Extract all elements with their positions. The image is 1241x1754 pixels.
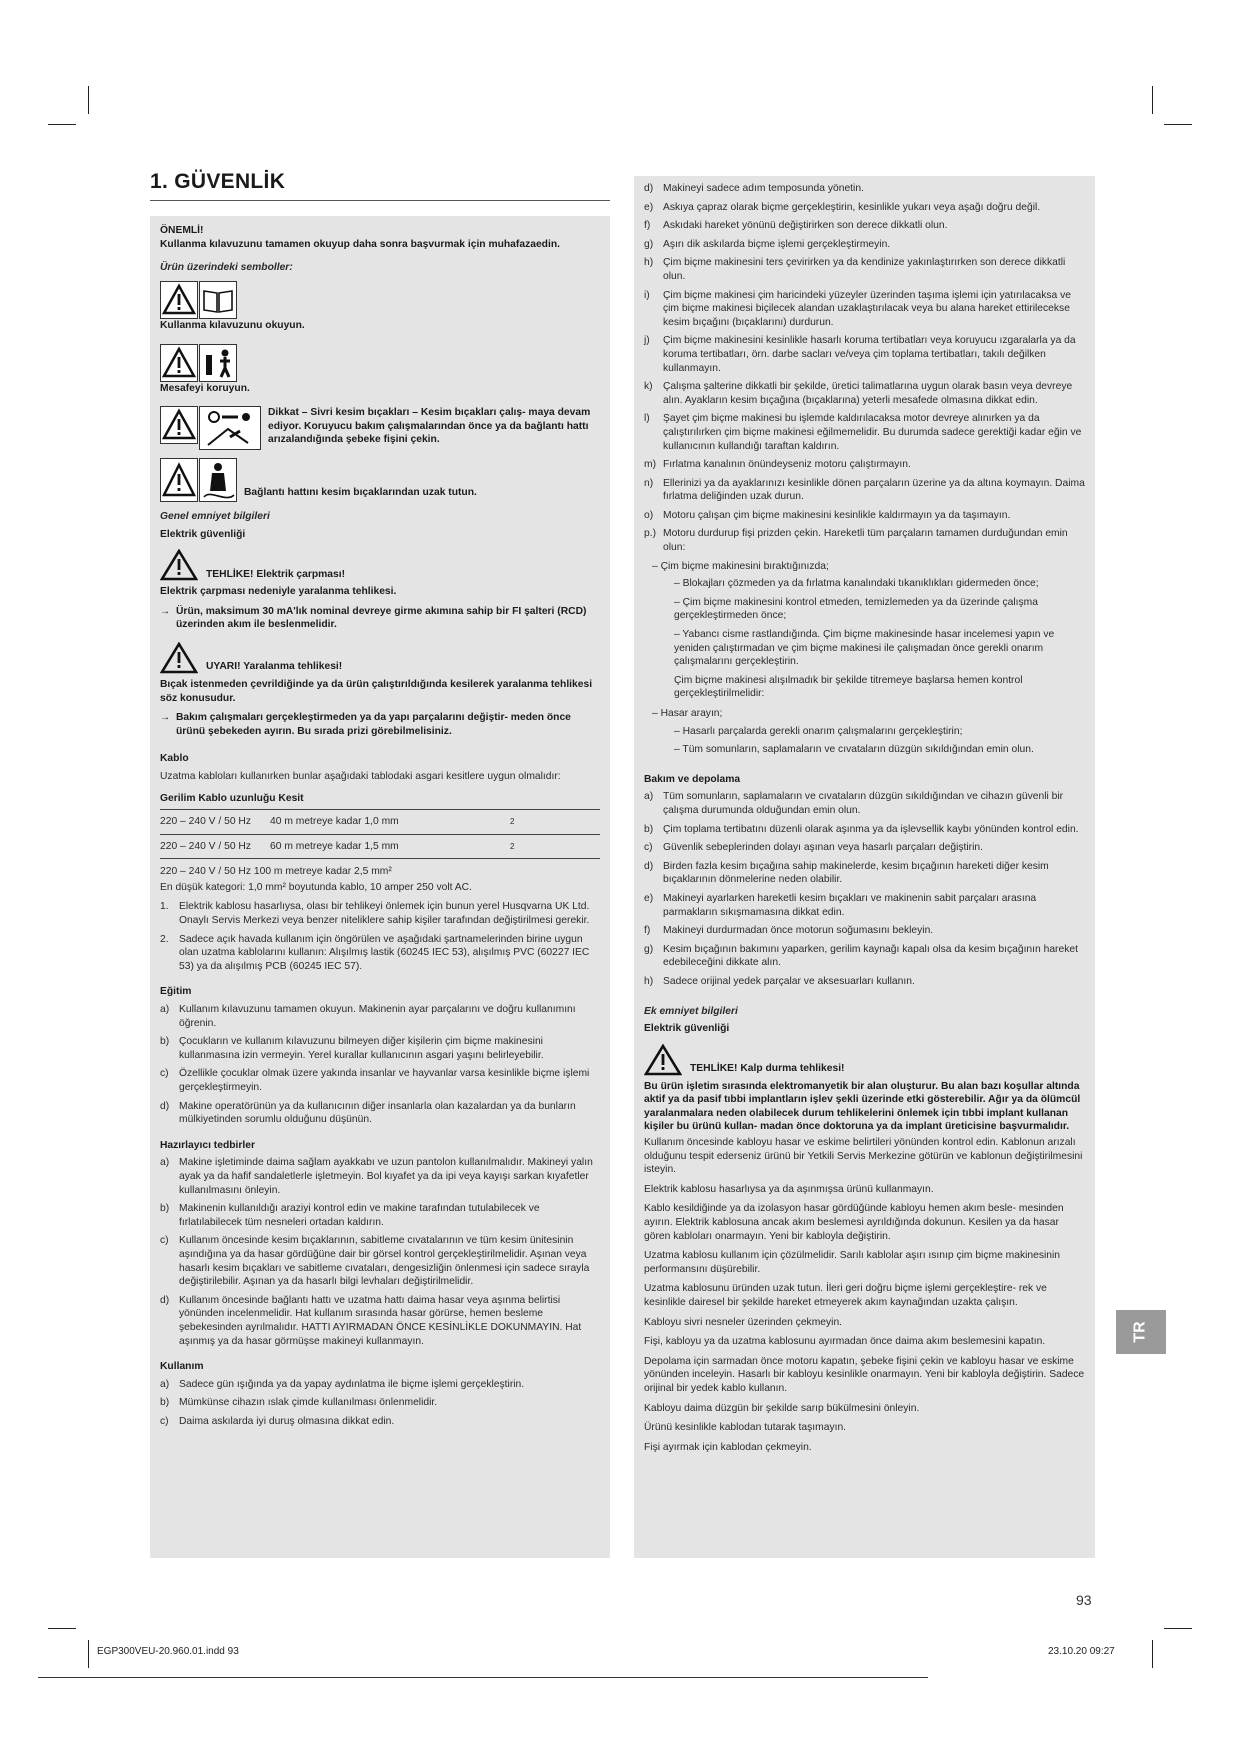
list-text: Motoru durdurup fişi prizden çekin. Hareketli tüm parçaların tamamen durduğundan emin olun: bbox=[663, 528, 1068, 554]
paragraph: Kabloyu sivri nesneler üzerinden çekmeyin. bbox=[644, 1316, 843, 1328]
footer-date: 23.10.20 09:27 bbox=[1048, 1646, 1115, 1657]
list-text: Kesim bıçağının bakımını yaparken, gerilim kaynağı kapalı olsa da kesim bıçağının hareket edebileceğini dikkate alın. bbox=[663, 943, 1078, 969]
list-text: Askıdaki hareket yönünü değiştirirken son derece dikkatli olun. bbox=[663, 220, 948, 232]
list-text: Makine işletiminde daima sağlam ayakkabı ve uzun pantolon kullanılmalıdır. Makineyi yalın ayak ya da hafif sandaletlerle işletmeyin. Bol kıyafet ya da ipi veya kayışı sarkan kıyafetler kullanılmasını önleyin. bbox=[179, 1157, 593, 1196]
list-text: Makineyi ayarlarken hareketli kesim bıçakları ve makinenin sabit parçaları arasına parmakların sıkışmamasına dikkat edin. bbox=[663, 892, 1037, 918]
list-item bbox=[160, 1378, 600, 1392]
paragraph: Fişi ayırmak için kablodan çekmeyin. bbox=[644, 1441, 812, 1453]
paragraph: Kabloyu daima düzgün bir şekilde sarıp bükülmesini önleyin. bbox=[644, 1402, 920, 1414]
list-text: Çim biçme makinesi çim haricindeki yüzeyler üzerinden taşıma işlemi için yatırılacaksa ve çim biçme makinesi biçilecek alandan uzaklaştırılacak veya bu alana hareket ettirilecekse kesim bıçağını (bıçaklarını) durdurun. bbox=[663, 289, 1072, 328]
list-marker: h) bbox=[644, 975, 654, 987]
list-marker: b) bbox=[644, 823, 654, 835]
ek-title: Ek emniyet bilgileri bbox=[644, 1005, 738, 1017]
list-marker: g) bbox=[644, 238, 654, 250]
list-marker: i) bbox=[644, 289, 650, 301]
list-item bbox=[160, 1003, 600, 1030]
list-marker: b) bbox=[160, 1397, 170, 1409]
list-marker: e) bbox=[644, 892, 654, 904]
paragraph: Uzatma kablosunu üründen uzak tutun. İleri geri doğru biçme işlemi gerçekleştire- rek ve kesinlikle dairesel bir şekilde hareket etmeyerek akım kaynağından uzakta çalışın. bbox=[644, 1283, 1047, 1308]
dash-subitem-text: – Tüm somunların, saplamaların ve cıvataların düzgün sıkıldığından emin olun. bbox=[674, 744, 1034, 756]
warning-triangle-icon bbox=[160, 458, 198, 502]
list-marker: c) bbox=[160, 1415, 169, 1427]
list-item bbox=[644, 841, 1085, 855]
list-item bbox=[644, 892, 1085, 919]
right-column bbox=[634, 176, 1095, 1558]
list-item bbox=[644, 458, 1085, 472]
dash-item: – Hasar arayın; bbox=[652, 708, 723, 719]
list-text: Mümkünse cihazın ıslak çimde kullanılması önlenmelidir. bbox=[179, 1397, 438, 1409]
cable-table bbox=[160, 809, 600, 859]
list-item bbox=[644, 860, 1085, 887]
table-row bbox=[160, 810, 600, 835]
list-marker: a) bbox=[160, 1004, 170, 1016]
crop-mark bbox=[1152, 1640, 1153, 1668]
list-marker: 2. bbox=[160, 933, 169, 945]
bottom-rule bbox=[38, 1677, 928, 1678]
warning-triangle-icon bbox=[160, 642, 198, 674]
warning-triangle-icon bbox=[160, 281, 198, 319]
list-text: Tüm somunların, saplamaların ve cıvataların düzgün sıkıldığından ve cihazın güvenli bir çalışma durumunda olduğundan emin olun. bbox=[663, 791, 1064, 816]
genel-title: Genel emniyet bilgileri bbox=[160, 510, 270, 522]
list-item bbox=[160, 1035, 600, 1062]
warning-injury-title: UYARI! Yaralanma tehlikesi! bbox=[206, 661, 343, 673]
dash-subitem bbox=[644, 577, 1085, 591]
kablo-table-header: Gerilim Kablo uzunluğu Kesit bbox=[160, 792, 304, 804]
list-item bbox=[160, 1396, 600, 1410]
dash-subitem-text: – Hasarlı parçalarda gerekli onarım çalışmalarını gerçekleştirin; bbox=[674, 725, 963, 737]
list-item bbox=[160, 900, 600, 927]
paragraph: Elektrik kablosu hasarlıysa ya da aşınmışsa ürünü kullanmayın. bbox=[644, 1183, 934, 1195]
danger-electric-text: Elektrik çarpması nedeniyle yaralanma tehlikesi. bbox=[160, 586, 397, 598]
list-item bbox=[644, 289, 1085, 330]
cable-away-icon bbox=[199, 458, 237, 502]
crop-mark bbox=[48, 124, 76, 125]
list-text: Aşırı dik askılarda biçme işlemi gerçekleştirmeyin. bbox=[663, 238, 891, 250]
list-text: Güvenlik sebeplerinden dolayı aşınan veya hasarlı parçaları değiştirin. bbox=[663, 842, 983, 854]
book-icon bbox=[199, 281, 237, 319]
page-number: 93 bbox=[1076, 1592, 1092, 1608]
list-item bbox=[160, 1294, 600, 1348]
list-text: Daima askılarda iyi duruş olmasına dikkat edin. bbox=[179, 1415, 395, 1427]
list-marker: k) bbox=[644, 381, 653, 393]
paragraph: Kullanım öncesinde kabloyu hasar ve eskime belirtileri yönünden kontrol edin. Kablonun arızalı olduğunu tespit ederseniz ürünü bir Yetkili Servis Merkezine götürün ve kablonun değiştirilmesini isteyin. bbox=[644, 1137, 1083, 1176]
keep-distance-icon bbox=[199, 344, 237, 382]
list-text: Kullanım öncesinde bağlantı hattı ve uzatma hattı daima hasar veya aşınma belirtisi yönünden incelenmelidir. Hat kullanım sırasında hasar görürse, hemen besleme şebekesinden ayrılmalıdır. HATTI AYIRMADAN ÖNCE KESİNLİKLE DOKUNMAYIN. Hat aşınmış ya da hasar görmüşse makineyi kullanmayın. bbox=[179, 1294, 582, 1347]
symbol-cable-label: Bağlantı hattını kesim bıçaklarından uzak tutun. bbox=[244, 486, 477, 498]
list-item bbox=[644, 477, 1085, 504]
language-tab-label: TR bbox=[1131, 1321, 1149, 1343]
paragraph: Fişi, kabloyu ya da uzatma kablosunu ayırmadan önce daima akım beslemesini kapatın. bbox=[644, 1336, 1046, 1348]
crop-mark bbox=[88, 1640, 89, 1668]
list-text: Kullanım kılavuzunu tamamen okuyun. Makinenin ayar parçalarını ve doğru kullanımını öğrenin. bbox=[179, 1004, 576, 1029]
paragraph: Depolama için sarmadan önce motoru kapatın, şebeke fişini çekin ve kabloyu hasar ve eskime yönünden inceleyin. Hasarlı bir kabloyu kesinlikle onarmayın. Yeni bir kabloyla değiştirin. Sadece orijinal bir yedek kablo kullanın. bbox=[644, 1355, 1085, 1394]
hazirlik-title: Hazırlayıcı tedbirler bbox=[160, 1139, 255, 1151]
list-item bbox=[644, 924, 1085, 938]
crop-mark bbox=[48, 1628, 76, 1629]
danger-electric-title: TEHLİKE! Elektrik çarpması! bbox=[206, 568, 346, 580]
dash-subitem-text: – Yabancı cisme rastlandığında. Çim biçme makinesinde hasar incelemesi yapın ve yeniden çalıştırmadan ve çim biçme makinesi ile çalışmadan önce gerekli onarım çalışmalarını gerçekleştirin. bbox=[674, 629, 1055, 668]
dash-subitem bbox=[644, 743, 1085, 757]
list-text: Kullanım öncesinde kesim bıçaklarının, sabitleme cıvatalarının ve tüm kesim ünitesinin aşındığına ya da hasar gördüğüne dair bir görsel kontrol gerçekleştirilmelidir. Aşınan veya hasarlı kesim bıçakları ve sabitleme cıvataları, dengesizliğin önlenmesi için sadece sırayla değiştirilebilir. Aşınan ya da hasarlı bilgi levhaları değiştirilmelidir. bbox=[179, 1235, 590, 1288]
cable-length: 60 m metreye kadar 1,5 mm bbox=[270, 834, 510, 859]
dash-subitem bbox=[644, 596, 1085, 623]
list-marker: p.) bbox=[644, 528, 657, 540]
list-text: Motoru çalışan çim biçme makinesini kesinlikle kaldırmayın ya da taşımayın. bbox=[663, 509, 1011, 521]
dash-subitem bbox=[644, 725, 1085, 739]
list-text: Fırlatma kanalının önündeyseniz motoru çalıştırmayın. bbox=[663, 459, 911, 471]
danger-electric-instruction bbox=[160, 605, 600, 632]
danger-heart bbox=[644, 1044, 1085, 1076]
onemli-text: Kullanma kılavuzunu tamamen okuyup daha sonra başvurmak için muhafazaedin. bbox=[160, 238, 560, 250]
symbol-distance-label: Mesafeyi koruyun. bbox=[160, 383, 250, 395]
crop-mark bbox=[88, 86, 89, 114]
list-marker: d) bbox=[160, 1294, 170, 1306]
list-text: Askıya çapraz olarak biçme gerçekleştirin, kesinlikle yukarı veya aşağı doğru değil. bbox=[663, 201, 1041, 213]
list-marker: b) bbox=[160, 1036, 170, 1048]
list-text: Birden fazla kesim bıçağına sahip makinelerde, kesim bıçağının hareketi diğer kesim bıçaklarının dönmelerine neden olabilir. bbox=[663, 860, 1049, 886]
warning-triangle-icon bbox=[644, 1044, 682, 1076]
list-item bbox=[160, 1234, 600, 1288]
kablo-min: En düşük kategori: 1,0 mm² boyutunda kablo, 10 amper 250 volt AC. bbox=[160, 881, 472, 893]
cable-length: 40 m metreye kadar 1,0 mm bbox=[270, 810, 510, 835]
arrow-right-icon: → bbox=[160, 605, 171, 617]
list-marker: 1. bbox=[160, 901, 169, 913]
list-item bbox=[644, 527, 1085, 554]
crop-mark bbox=[1152, 86, 1153, 114]
list-item bbox=[644, 412, 1085, 453]
list-item bbox=[160, 1415, 600, 1429]
footer-file: EGP300VEU-20.960.01.indd 93 bbox=[97, 1646, 239, 1657]
crop-mark bbox=[1164, 124, 1192, 125]
bakim-title: Bakım ve depolama bbox=[644, 773, 741, 785]
list-marker: d) bbox=[644, 860, 654, 872]
list-text: Çocukların ve kullanım kılavuzunu bilmeyen diğer kişilerin çim biçme makinesini kullanmasına izin vermeyin. Yerel kurallar kullanıcının asgari yaşını belirleyebilir. bbox=[179, 1036, 544, 1061]
list-text: Şayet çim biçme makinesi bu işlemde kaldırılacaksa motor devreye alınırken ya da çalıştırılırken çim biçme makinesi eğilmemelidir. Bu durumda sadece gerektiği kadar eğin ve kullanıcının kullandığı taraftan kaldırın. bbox=[663, 413, 1082, 452]
list-marker: f) bbox=[644, 220, 651, 232]
list-marker: a) bbox=[644, 791, 654, 803]
list-item bbox=[644, 238, 1085, 252]
list-marker: d) bbox=[644, 183, 654, 194]
list-marker: e) bbox=[644, 201, 654, 213]
list-item bbox=[644, 790, 1085, 817]
symbol-manual bbox=[160, 281, 600, 319]
title-divider bbox=[150, 200, 610, 201]
danger-electric-instruction-text: Ürün, maksimum 30 mA'lık nominal devreye girme akımına sahip bir FI şalteri (RCD) üzerinden akım ile beslenmelidir. bbox=[176, 605, 587, 631]
list-item bbox=[644, 943, 1085, 970]
symbol-blades-label: Dikkat – Sivri kesim bıçakları – Kesim bıçakları çalış- maya devam ediyor. Koruyucu bakım çalışmalarından önce ya da bağlantı hattı arızalandığında şebeke fişini çekin. bbox=[268, 406, 591, 446]
list-marker: c) bbox=[644, 842, 653, 854]
list-marker: d) bbox=[160, 1100, 170, 1112]
list-text: Elektrik kablosu hasarlıysa, olası bir tehlikeyi önlemek için bunun yerel Husqvarna UK Ltd. Onaylı Servis Merkezi veya benzer niteliklere sahip kişiler tarafından değiştirilmesi gerekir. bbox=[179, 901, 590, 927]
page-title: 1. GÜVENLİK bbox=[150, 170, 286, 193]
kablo-row3: 220 – 240 V / 50 Hz 100 m metreye kadar 2,5 mm² bbox=[160, 866, 392, 878]
warning-injury-instruction-text: Bakım çalışmaları gerçekleştirmeden ya da yapı parçalarını değiştir- meden önce ürünü şebekeden ayırın. Bu sırada prizi görebilmelisiniz. bbox=[176, 712, 571, 737]
list-item bbox=[644, 380, 1085, 407]
list-marker: l) bbox=[644, 413, 650, 425]
list-marker: m) bbox=[644, 459, 657, 471]
list-text: Çim biçme makinesini ters çevirirken ya da kendinize yakınlaştırırken son derece dikkatli olun. bbox=[663, 257, 1066, 282]
list-marker: f) bbox=[644, 925, 651, 937]
onemli-title: ÖNEMLİ! bbox=[160, 225, 204, 236]
list-item bbox=[644, 975, 1085, 989]
list-marker: g) bbox=[644, 943, 654, 955]
list-text: Çalışma şalterine dikkatli bir şekilde, üretici talimatlarına uygun olarak basın veya devreye alın. Ayakların kesim bıçağına (bıçaklarına) yeterli mesafede olmasına dikkat edin. bbox=[663, 381, 1073, 406]
warning-injury-instruction bbox=[160, 711, 600, 738]
egitim-title: Eğitim bbox=[160, 986, 192, 998]
list-marker: j) bbox=[644, 335, 650, 347]
warning-triangle-icon bbox=[160, 549, 198, 581]
list-text: Makineyi sadece adım temposunda yönetin. bbox=[663, 183, 864, 194]
list-item bbox=[160, 1156, 600, 1197]
danger-electric bbox=[160, 549, 600, 581]
cable-voltage: 220 – 240 V / 50 Hz bbox=[160, 834, 270, 859]
list-item bbox=[644, 509, 1085, 523]
list-item bbox=[160, 1100, 600, 1127]
cable-sup: 2 bbox=[510, 810, 600, 835]
danger-heart-text: Bu ürün işletim sırasında elektromanyetik bir alan oluşturur. Bu alan bazı koşullar altında aktif ya da pasif tıbbi implantların işlev şekli üzerinde etki gösterebilir. Ağır ya da ölümcül yaralanmalara neden olabilecek durum tehlikelerini önlemek için tıbbi implant kullanan kişiler bu ürünü kullan- madan önce doktoruna ya da implant üreticisine başvurmalıdır. bbox=[644, 1080, 1081, 1133]
list-marker: c) bbox=[160, 1068, 169, 1080]
titreme-text: Çim biçme makinesi alışılmadık bir şekilde titremeye başlarsa hemen kontrol gerçekleştirilmelidir: bbox=[674, 674, 1023, 700]
list-text: Özellikle çocuklar olmak üzere yakında insanlar ve hayvanlar varsa kesinlikle biçme işlemi gerçekleştirmeyin. bbox=[179, 1068, 590, 1093]
list-item bbox=[644, 256, 1085, 283]
list-text: Sadece gün ışığında ya da yapay aydınlatma ile biçme işlemi gerçekleştirin. bbox=[179, 1378, 525, 1390]
dash-item: – Çim biçme makinesini bıraktığınızda; bbox=[652, 560, 829, 572]
list-marker: c) bbox=[160, 1235, 169, 1247]
list-item bbox=[160, 933, 600, 974]
danger-heart-title: TEHLİKE! Kalp durma tehlikesi! bbox=[690, 1063, 845, 1075]
left-column bbox=[150, 216, 610, 1558]
cable-sup: 2 bbox=[510, 834, 600, 859]
warning-triangle-icon bbox=[160, 406, 198, 444]
table-row bbox=[160, 834, 600, 859]
list-item bbox=[644, 182, 1085, 196]
list-text: Ellerinizi ya da ayaklarınızı kesinlikle dönen parçaların üzerine ya da altına koymayın. Daima fırlatma deliğinden uzak durun. bbox=[663, 477, 1085, 503]
symbol-manual-label: Kullanma kılavuzunu okuyun. bbox=[160, 319, 305, 331]
list-item bbox=[644, 219, 1085, 233]
symbol-blades bbox=[160, 406, 600, 450]
cable-voltage: 220 – 240 V / 50 Hz bbox=[160, 810, 270, 835]
list-item bbox=[644, 334, 1085, 375]
ek-elektrik-title: Elektrik güvenliği bbox=[644, 1023, 730, 1035]
paragraph: Uzatma kablosu kullanım için çözülmelidir. Sarılı kablolar aşırı ısınıp çim biçme makinesinin performansını düşürebilir. bbox=[644, 1250, 1061, 1275]
paragraph: Kablo kesildiğinde ya da izolasyon hasar gördüğünde kabloyu hemen akım besle- mesinden ayırın. Elektrik kablosuna ancak akım beslemesi ayrıldığında dokunun. Kesilen ya da hasar gören kabloları onarmayın. Yeni bir kabloyla değiştirin. bbox=[644, 1203, 1064, 1242]
list-text: Makineyi durdurmadan önce motorun soğumasını bekleyin. bbox=[663, 925, 934, 937]
kullanim-title: Kullanım bbox=[160, 1361, 204, 1373]
kablo-title: Kablo bbox=[160, 753, 189, 765]
list-text: Çim biçme makinesini kesinlikle hasarlı koruma tertibatları veya koruyucu ızgaralarla ya da koruma tertibatları, örn. darbe sacları ve/veya çim toplama tertibatları, takılı değilken kullanmayın. bbox=[663, 335, 1076, 374]
list-text: Sadece açık havada kullanım için öngörülen ve aşağıdaki şartnamelerinden birine uygun olan uzatma kablolarını kullanın: Alışılmış lastik (60245 IEC 53), alışılmış PVC (60227 IEC 53) ya da alışılmış PCB (60245 IEC 57). bbox=[179, 933, 590, 972]
list-item bbox=[160, 1067, 600, 1094]
symbols-title: Ürün üzerindeki semboller: bbox=[160, 262, 293, 274]
list-item bbox=[160, 1202, 600, 1229]
list-text: Makine operatörünün ya da kullanıcının diğer insanlarla olan kazalardan ya da bunların mülkiyetinden sorumlu olduğunu düşünün. bbox=[179, 1100, 576, 1126]
elektrik-title: Elektrik güvenliği bbox=[160, 528, 246, 540]
symbol-distance bbox=[160, 344, 600, 382]
warning-injury-text: Bıçak istenmeden çevrildiğinde ya da ürün çalıştırıldığında kesilerek yaralanma tehlikesi söz konusudur. bbox=[160, 678, 593, 704]
dash-subitem-text: – Blokajları çözmeden ya da fırlatma kanalındaki tıkanıklıkları gidermeden önce; bbox=[674, 578, 1039, 590]
warning-injury bbox=[160, 642, 600, 674]
list-text: Çim toplama tertibatını düzenli olarak aşınma ya da işlevsellik kaybı yönünden kontrol edin. bbox=[663, 823, 1079, 835]
paragraph: Ürünü kesinlikle kablodan tutarak taşımayın. bbox=[644, 1422, 847, 1434]
list-marker: o) bbox=[644, 509, 654, 521]
list-text: Makinenin kullanıldığı araziyi kontrol edin ve makine tarafından tutulabilecek ve fırlatılabilecek tüm nesneleri ortadan kaldırın. bbox=[179, 1203, 540, 1228]
unplug-maintenance-icon bbox=[199, 406, 261, 450]
arrow-right-icon: → bbox=[160, 712, 171, 724]
list-marker: a) bbox=[160, 1157, 170, 1169]
crop-mark bbox=[1164, 1628, 1192, 1629]
list-marker: a) bbox=[160, 1378, 170, 1390]
dash-subitem-text: – Çim biçme makinesini kontrol etmeden, temizlemeden ya da üzerinde çalışma gerçekleştirmeden önce; bbox=[674, 596, 1038, 622]
dash-subitem bbox=[644, 628, 1085, 669]
symbol-cable bbox=[160, 458, 600, 502]
warning-triangle-icon bbox=[160, 344, 198, 382]
list-text: Sadece orijinal yedek parçalar ve aksesuarları kullanın. bbox=[663, 975, 915, 987]
list-marker: h) bbox=[644, 257, 654, 269]
language-tab bbox=[1116, 1310, 1166, 1354]
list-item bbox=[644, 201, 1085, 215]
list-marker: n) bbox=[644, 477, 654, 489]
kablo-intro: Uzatma kabloları kullanırken bunlar aşağıdaki tablodaki asgari kesitlere uygun olmalıdır: bbox=[160, 770, 561, 782]
list-marker: b) bbox=[160, 1203, 170, 1215]
list-item bbox=[644, 823, 1085, 837]
